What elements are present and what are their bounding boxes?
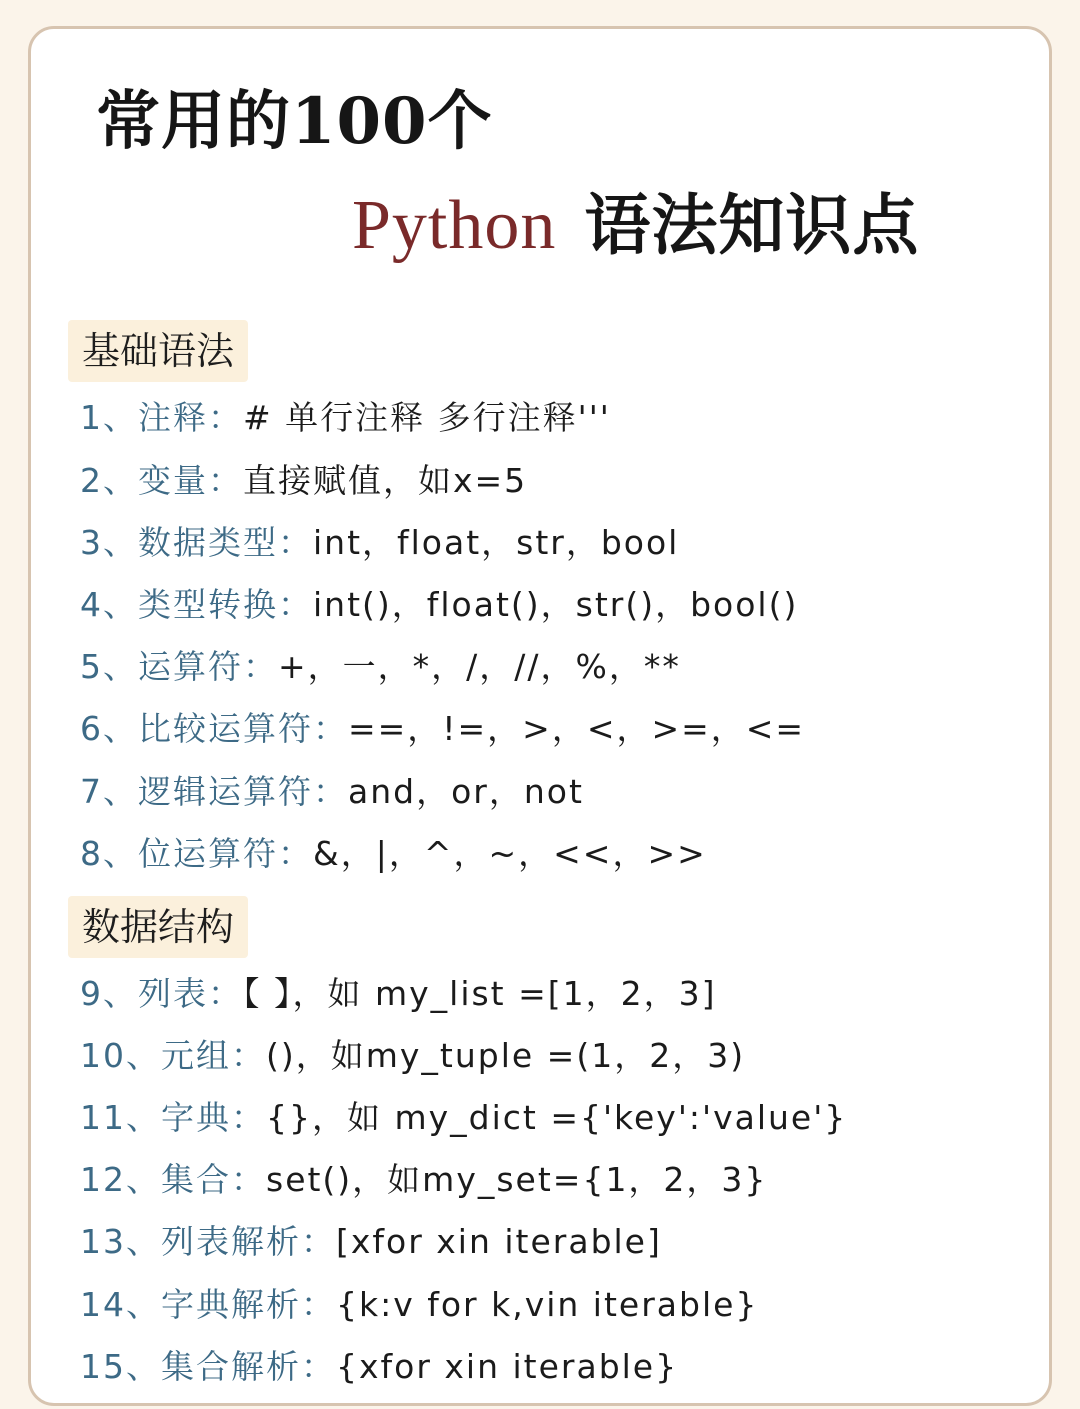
item-key: 8、位运算符： (80, 834, 313, 873)
item-key: 2、变量： (80, 461, 243, 500)
list-item (80, 1347, 678, 1387)
item-value: 直接赋值，如x=5 (243, 461, 528, 500)
item-key: 11、字典： (80, 1098, 266, 1137)
item-value: {k:v for k,vin iterable} (336, 1285, 759, 1324)
item-key: 9、列表： (80, 974, 243, 1013)
title-grammar-points: 语法知识点 (584, 186, 920, 264)
item-value: +，一，*，/，//，%，** (278, 647, 681, 686)
list-item (80, 834, 707, 874)
item-value: # 单行注释 多行注释''' (243, 398, 611, 437)
item-value: ()，如my_tuple =(1，2，3) (266, 1036, 746, 1075)
item-key: 7、逻辑运算符： (80, 772, 348, 811)
item-value: &，|，^，~，<<，>> (313, 834, 707, 873)
list-item (80, 709, 805, 749)
item-key: 4、类型转换： (80, 585, 313, 624)
item-key: 10、元组： (80, 1036, 266, 1075)
list-item (80, 461, 527, 501)
item-key: 3、数据类型： (80, 523, 313, 562)
list-item (80, 1222, 662, 1262)
item-value: int，float，str，bool (313, 523, 680, 562)
item-key: 12、集合： (80, 1160, 266, 1199)
item-key: 13、列表解析： (80, 1222, 336, 1261)
item-key: 6、比较运算符： (80, 709, 348, 748)
item-value: [xfor xin iterable] (336, 1222, 662, 1261)
title-line-2 (352, 172, 919, 267)
section-data-structures: 数据结构 (68, 896, 248, 958)
item-value: {}，如 my_dict ={'key':'value'} (266, 1098, 848, 1137)
item-value: ==，!=，>，<，>=，<= (348, 709, 806, 748)
title-line-1: 常用的100个 (96, 84, 493, 159)
list-item (80, 647, 681, 687)
list-item (80, 585, 798, 625)
section-basic-syntax: 基础语法 (68, 320, 248, 382)
list-item (80, 1285, 758, 1325)
list-item (80, 772, 584, 812)
list-item (80, 974, 717, 1014)
item-value: {xfor xin iterable} (336, 1347, 679, 1386)
title-python: Python (352, 187, 557, 264)
item-key: 5、运算符： (80, 647, 278, 686)
item-key: 15、集合解析： (80, 1347, 336, 1386)
item-key: 14、字典解析： (80, 1285, 336, 1324)
list-item (80, 398, 611, 438)
list-item (80, 1160, 767, 1200)
item-value: set()，如my_set={1，2，3} (266, 1160, 768, 1199)
item-key: 1、注释： (80, 398, 243, 437)
item-value: and，or，not (348, 772, 584, 811)
item-value: int()，float()，str()，bool() (313, 585, 799, 624)
list-item (80, 1098, 847, 1138)
item-value: 【 】，如 my_list =[1，2，3] (243, 974, 717, 1013)
list-item (80, 1036, 745, 1076)
list-item (80, 523, 679, 563)
